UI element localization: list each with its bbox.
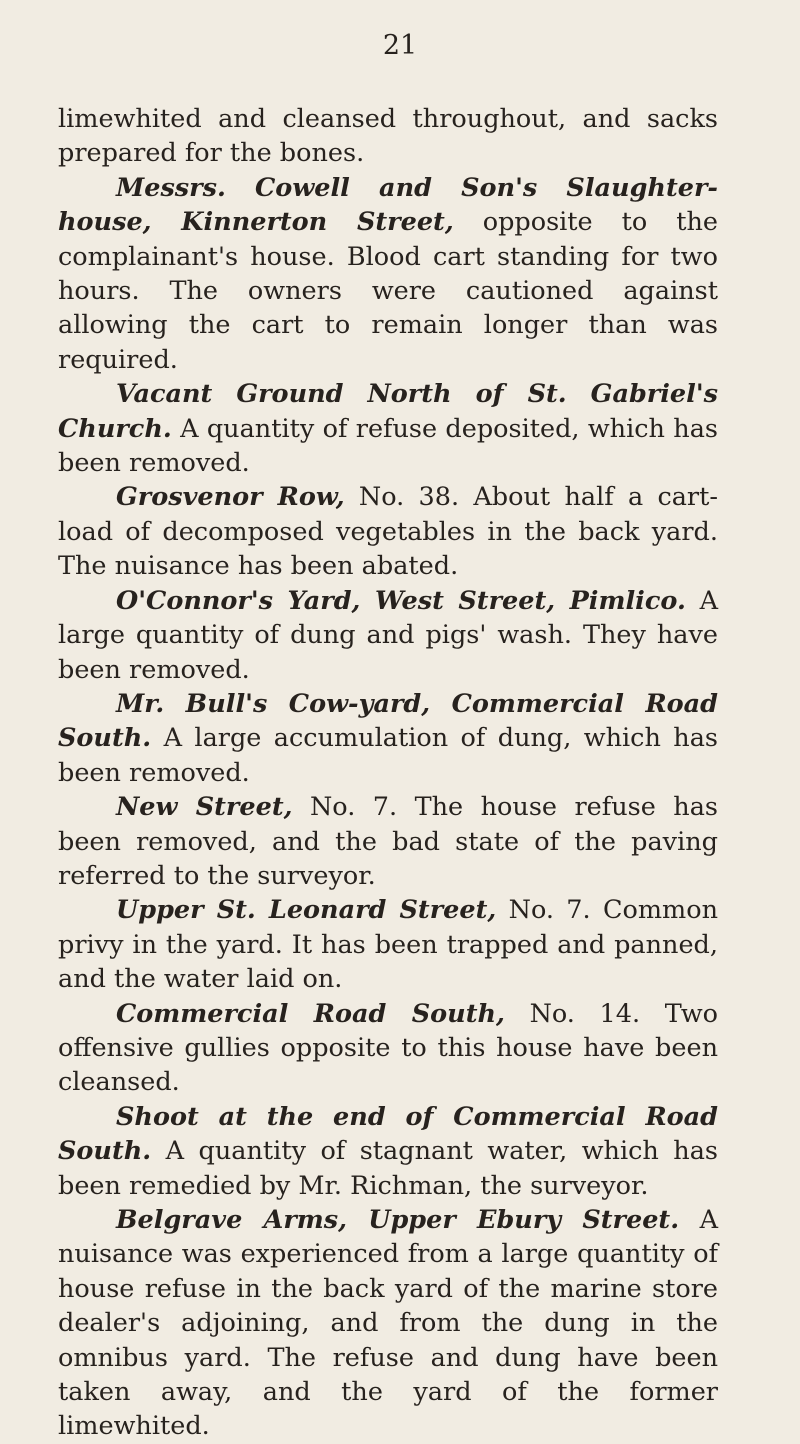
entry-text: No. 38. About half a cart-load of decomposed vegetables in the back yard. The nuisance has been abated. [58,482,718,582]
entry-text: No. 7. Common privy in the yard. It has been trapped and panned, and the water laid on. [58,895,718,995]
entry-grosvenor-row [58,480,718,583]
entry-heading: Messrs. Cowell and Son's Slaughter-house, Kinnerton Street, [58,172,718,238]
entry-bulls-cow-yard [58,687,718,790]
entry-heading: Upper St. Leonard Street, [116,895,497,926]
body-text [58,102,718,1444]
paragraph-continuation [58,102,718,171]
entry-cowell-slaughter-house [58,171,718,377]
entry-commercial-road-south [58,997,718,1100]
page-number: 21 [382,30,418,61]
entry-text: opposite to the complainant's house. Blood cart standing for two hours. The owners were cautioned against allowing the cart to remain longer than was required. [58,207,718,375]
entry-text: A large quantity of dung and pigs' wash. They have been removed. [58,585,718,685]
paragraph-text: limewhited and cleansed throughout, and sacks prepared for the bones. [58,104,718,169]
entry-heading: New Street, [116,792,293,823]
entry-shoot-commercial-road [58,1100,718,1203]
entry-new-street [58,790,718,893]
entry-heading: Shoot at the end of Commercial Road South. [58,1101,718,1167]
entry-text: No. 14. Two offensive gullies opposite to this house have been cleansed. [58,998,719,1098]
entry-text: A nuisance was experienced from a large quantity of house refuse in the back yard of the marine store dealer's adjoining, and from the dung in the omnibus yard. The refuse and dung have been taken away, and the yard of the former limewhited. [58,1205,718,1442]
entry-belgrave-arms [58,1203,718,1444]
entry-vacant-ground [58,377,718,480]
entry-heading: Vacant Ground North of St. Gabriel's Church. [58,379,718,444]
entry-heading: Commercial Road South, [116,998,505,1029]
entry-heading: Mr. Bull's Cow-yard, Commercial Road South. [58,688,718,754]
entry-text: A large accumulation of dung, which has been removed. [58,723,718,788]
entry-upper-st-leonard-street [58,893,718,996]
entry-text: A quantity of stagnant water, which has been remedied by Mr. Richman, the surveyor. [58,1136,719,1201]
entry-text: No. 7. The house refuse has been removed, and the bad state of the paving referred to the surveyor. [58,792,719,891]
entry-heading: Grosvenor Row, [116,482,345,513]
entry-oconnors-yard [58,584,718,687]
entry-heading: O'Connor's Yard, West Street, Pimlico. [116,585,686,616]
entry-text: A quantity of refuse deposited, which has been removed. [58,413,718,479]
entry-heading: Belgrave Arms, Upper Ebury Street. [116,1205,680,1235]
